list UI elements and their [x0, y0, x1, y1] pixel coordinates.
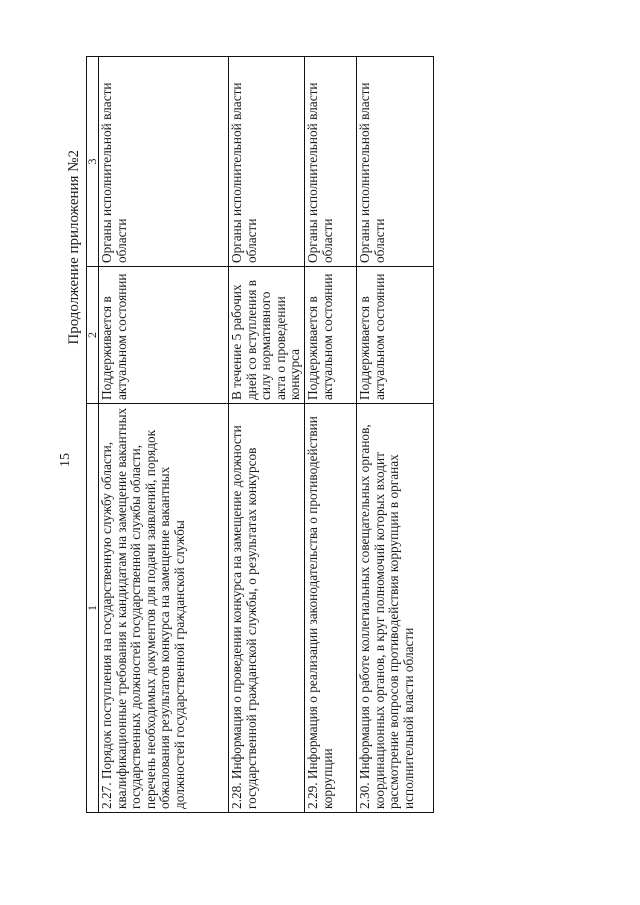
cell-responsible: Органы исполнительной власти области — [229, 57, 305, 267]
table-row — [99, 57, 229, 813]
cell-item: 2.28. Информация о проведении конкурса на замещение должности государственной гражданской службы, о результатах конкурсов — [229, 404, 305, 813]
measures-table — [86, 56, 434, 813]
column-header-3: 3 — [87, 57, 99, 267]
table-row — [304, 57, 356, 813]
cell-item: 2.27. Порядок поступления на государственную службу области, квалификационные требования к кандидатам на замещение вакантных государственных должностей государственной службы области, перечень необходимых документов для подачи заявлений, порядок обжалования результатов конкурса на замещение вакантных должностей государственной гражданской службы — [99, 404, 229, 813]
table-row — [356, 57, 433, 813]
page-number: 15 — [58, 453, 73, 467]
column-header-1: 1 — [87, 404, 99, 813]
cell-responsible: Органы исполнительной власти области — [304, 57, 356, 267]
cell-responsible: Органы исполнительной власти области — [99, 57, 229, 267]
cell-item: 2.30. Информация о работе коллегиальных совещательных органов, координационных органов, в круг полномочий которых входит рассмотрение вопросов противодействия коррупции в органах исполнительной власти области — [356, 404, 433, 813]
table-row — [229, 57, 305, 813]
cell-term: Поддерживается в актуальном состоянии — [304, 267, 356, 404]
table-header-row — [87, 57, 99, 813]
cell-responsible: Органы исполнительной власти области — [356, 57, 433, 267]
continuation-label: Продолжение приложения №2 — [66, 150, 82, 345]
cell-term: Поддерживается в актуальном состоянии — [356, 267, 433, 404]
cell-term: В течение 5 рабочих дней со вступления в силу нормативного акта о проведении конкурса — [229, 267, 305, 404]
cell-item: 2.29. Информация о реализации законодательства о противодействии коррупции — [304, 404, 356, 813]
cell-term: Поддерживается в актуальном состоянии — [99, 267, 229, 404]
column-header-2: 2 — [87, 267, 99, 404]
